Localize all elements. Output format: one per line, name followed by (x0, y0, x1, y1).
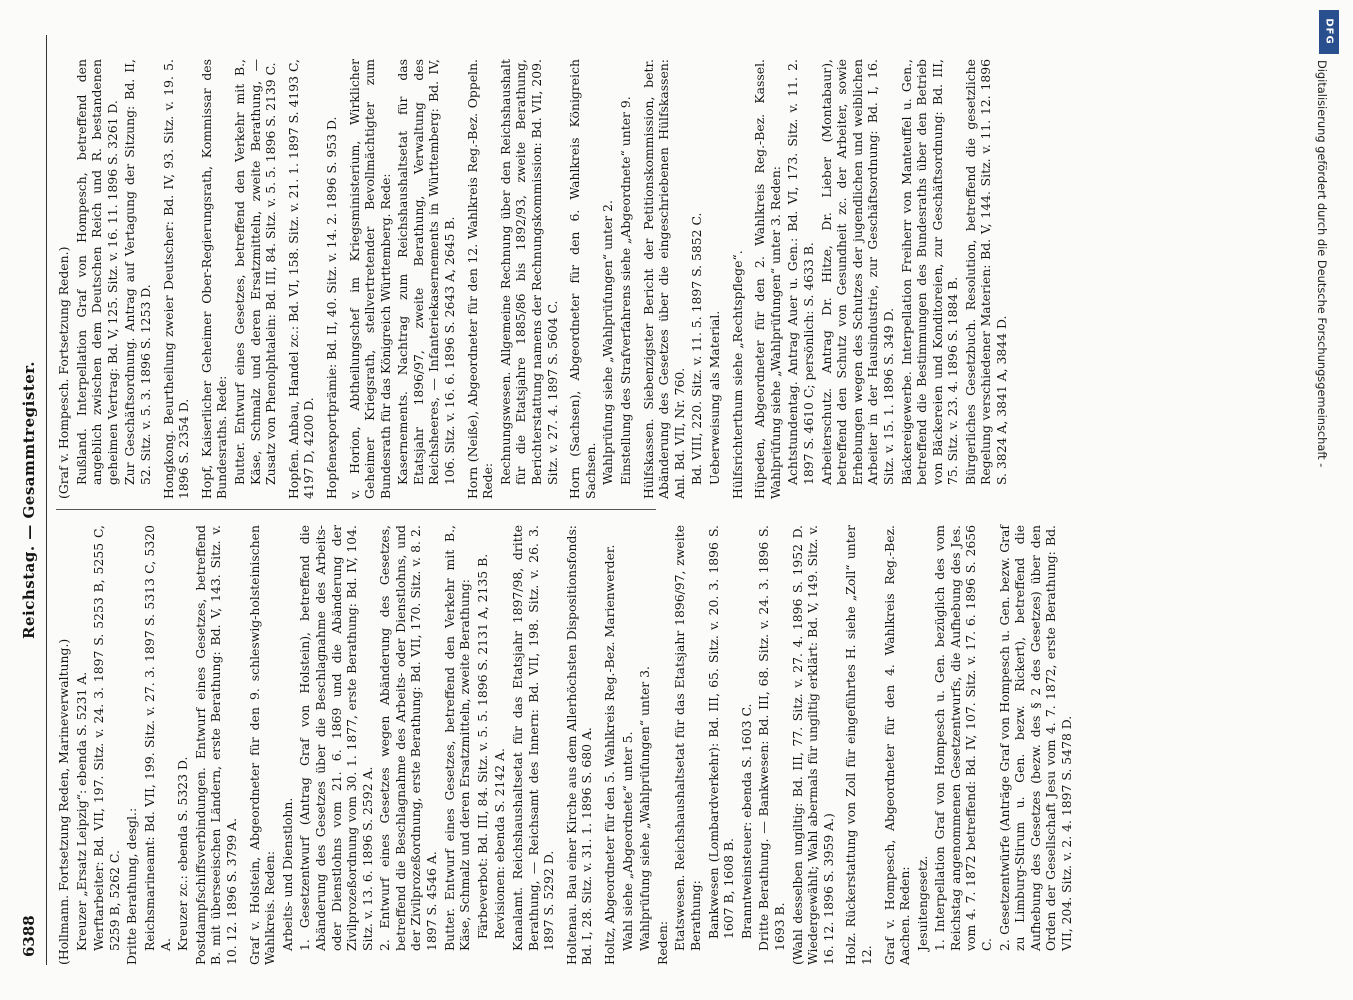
entry: 2. Entwurf eines Gesetzes wegen Abänderung des Gesetzes, betreffend die Beschlagnahme des Arbeits- oder Dienstlohns, und der Zivilprozeßordnung, erste Berathung: Bd. VII, 170. Sitz. v. 8. 2. 1897 S. 4546 A. (377, 525, 440, 951)
entry: Butter. Entwurf eines Gesetzes, betreffend den Verkehr mit B., Käse, Schmalz und deren Ersatzmitteln, zweite Berathung, — Zusatz von Phenolphtalein: Bd. III, 84. Sitz. v. 5. 5. 1896 S. 2139 C. (231, 59, 279, 485)
entry: Kreuzer zc.: ebenda S. 5323 D. (175, 756, 191, 951)
page-number: 6388 (20, 915, 38, 957)
entry: (Hollmann. Fortsetzung Reden, Marineverwaltung.) (56, 638, 71, 965)
left-column (56, 525, 1075, 965)
entry: Kanalamt. Reichshaushaltsetat für das Etatsjahr 1897/98, dritte Berathung, — Reichsamt des Innern: Bd. VII, 198. Sitz. v. 26. 3. 1897 S. 5292 D. (510, 525, 557, 951)
right-column (56, 59, 1010, 499)
header-rule (46, 35, 47, 965)
entry: Ueberweisung als Material. (706, 310, 722, 485)
entry: Holtz, Abgeordneter für den 5. Wahlkreis Reg.-Bez. Marienwerder. (602, 544, 617, 965)
entry: Butter. Entwurf eines Gesetzes, betreffend den Verkehr mit B., Käse, Schmalz und deren Ersatzmitteln, zweite Berathung: (441, 525, 473, 951)
entry: Bd. VIII, 220. Sitz. v. 11. 5. 1897 S. 5852 C. (689, 212, 705, 485)
page-title: Reichstag. — Gesammtregister. (20, 361, 38, 639)
entry: Reichsmarineamt: Bd. VII, 199. Sitz. v. 27. 3. 1897 S. 5313 C, 5320 A. (141, 525, 173, 951)
entry: Branntweinsteuer: ebenda S. 1603 C. (738, 703, 754, 939)
entry: Hüpeden, Abgeordneter für den 2. Wahlkreis Reg.-Bez. Kassel. Wahlprüfung siehe „Wahlprüfungen“ unter 3. Reden: (752, 59, 783, 499)
column-divider (56, 509, 656, 510)
entry: Wahl siehe „Abgeordnete“ unter 5. (619, 731, 635, 951)
entry: Bankwesen (Lombardverkehr): Bd. III, 65. Sitz. v. 20. 3. 1896 S. 1607 B, 1608 B. (705, 525, 737, 939)
entry: Holz. Rückerstattung von Zoll für eingeführtes H. siehe „Zoll“ unter 12. (843, 525, 874, 965)
entry: 1. Gesetzentwurf (Antrag Graf von Holstein), betreffend die Abänderung des Gesetzes über die Beschlagnahme des Arbeits- oder Dienstlohns vom 21. 6. 1869 und die Abänderung der Zivilprozeßordnung vom 30. 1. 1877, erste Berathung: Bd. IV, 104. Sitz. v. 13. 6. 1896 S. 2592 A. (297, 525, 375, 951)
entry: Postdampfschiffsverbindungen. Entwurf eines Gesetzes, betreffend B. mit überseeischen Ländern, erste Berathung: Bd. V, 143. Sitz. v. 10. 12. 1896 S. 3799 A. (192, 525, 239, 965)
entry: Horn (Neiße), Abgeordneter für den 12. Wahlkreis Reg.-Bez. Oppeln. Rede: (464, 59, 496, 499)
entry: Dritte Berathung. — Bankwesen: Bd. III, 68. Sitz. v. 24. 3. 1896 S. 1693 B. (756, 525, 787, 951)
entry: Achtstundentag. Antrag Auer u. Gen.: Bd. VI, 173. Sitz. v. 11. 2. 1897 S. 4610 C; persönlich: S. 4633 B. (785, 59, 816, 485)
running-header (16, 35, 44, 965)
entry: Bäckereigewerbe. Interpellation Freiherr von Manteuffel u. Gen., betreffend die Bestimmungen des Bundesraths über den Betrieb von Bäckereien und Konditoreien, zur Geschäftsordnung: Bd. III, 75. Sitz. v. 23. 4. 1896 S. 1884 B. (898, 59, 961, 485)
entry: Einstellung des Strafverfahrens siehe „Abgeordnete“ unter 9. (618, 96, 633, 485)
entry: Dritte Berathung, desgl.: (124, 807, 140, 965)
entry: Hopfenexportprämie: Bd. II, 40. Sitz. v. 14. 2. 1896 S. 953 D. (323, 116, 339, 499)
entry: (Graf v. Hompesch. Fortsetzung Reden.) (56, 246, 71, 499)
entry: Hongkong. Beurtheilung zweier Deutscher: Bd. IV, 93. Sitz. v. 19. 5. 1896 S. 2354 D. (160, 59, 192, 499)
dfg-margin-strip (1313, 6, 1343, 996)
entry: Zur Geschäftsordnung. Antrag auf Vertagung der Sitzung: Bd. II, 52. Sitz. v. 5. 3. 1896 S. 1253 D. (122, 59, 153, 485)
entry: Hopf, Kaiserlicher Geheimer Ober-Regierungsrath, Kommissar des Bundesraths. Rede: (198, 59, 230, 499)
entry: Reden: (654, 920, 670, 965)
entry: Kasernements. Nachtrag zum Reichshaushaltsetat für das Etatsjahr 1896/97, zweite Berathung, Verwaltung des Reichsheeres, — Infanteriekasernements in Württemberg: Bd. IV, 106. Sitz. v. 16. 6. 1896 S. 2643 A, 2645 B. (395, 59, 458, 485)
dfg-logo: DFG (1319, 10, 1339, 54)
entry: Etatswesen. Reichshaushaltsetat für das Etatsjahr 1896/97, zweite Berathung: (672, 525, 703, 951)
entry: 1. Interpellation Graf von Hompesch u. Gen. bezüglich des vom Reichstag angenommenen Gesetzentwurfs, die Aufhebung des Jes. vom 4. 7. 1872 betreffend: Bd. IV, 107. Sitz. v. 17. 6. 1896 S. 2656 C. (932, 525, 995, 951)
entry: 2. Gesetzentwürfe (Anträge Graf von Hompesch u. Gen. bezw. Graf zu Limburg-Stirum u. Gen. bezw. Rickert), betreffend die Aufhebung des Gesetzes (bezw. des § 2 des Gesetzes) über den Orden der Gesellschaft Jesu vom 4. 7. 1872, erste Berathung: Bd. VII, 204. Sitz. v. 2. 4. 1897 S. 5478 D. (996, 525, 1075, 951)
entry: Holtenau. Bau einer Kirche aus dem Allerhöchsten Dispositionsfonds: Bd. I, 28. Sitz. v. 31. 1. 1896 S. 680 A. (563, 525, 595, 965)
entry: Kreuzer „Ersatz Leipzig“: ebenda S. 5231 A. (73, 671, 89, 951)
rotated-document-page (16, 35, 1276, 965)
entry: (Wahl desselben ungiltig: Bd. III, 77. Sitz. v. 27. 4. 1896 S. 1952 D. Wiedergewählt; Wahl abermals für ungiltig erklärt: Bd. V, 149. Sitz. v. 16. 12. 1896 S. 3959 A.) (789, 525, 836, 965)
entry: Werftarbeiter: Bd. VII, 197. Sitz. v. 24. 3. 1897 S. 5253 B, 5255 C, 5259 B, 5262 C. (91, 525, 122, 951)
entry: Hülfskassen. Siebenzigster Bericht der Petitionskommission, betr. Abänderung des Gesetzes über die eingeschriebenen Hülfskassen: Anl. Bd. VII, Nr. 760. (640, 59, 687, 499)
entry: Graf v. Holstein, Abgeordneter für den 9. schleswig-holsteinischen Wahlkreis. Reden: (246, 525, 278, 965)
entry: Rechnungswesen. Allgemeine Rechnung über den Reichshaushalt für die Etatsjahre 1885/86 bis 1892/93, zweite Berathung, Berichterstattung namens der Rechnungskommission: Bd. VII, 209. Sitz. v. 27. 4. 1897 S. 5604 C. (497, 59, 560, 485)
entry: Färbeverbot: Bd. III, 84. Sitz. v. 5. 5. 1896 S. 2131 A, 2135 B. (474, 553, 490, 939)
entry: Bürgerliches Gesetzbuch. Resolution, betreffend die gesetzliche Regelung verschiedener Materien: Bd. V, 144. Sitz. v. 11. 12. 1896 S. 3824 A, 3841 A, 3844 D. (962, 59, 1010, 485)
entry: Hopfen. Anbau, Handel zc.: Bd. VI, 158. Sitz. v. 21. 1. 1897 S. 4193 C, 4197 D, 4200 D. (285, 59, 317, 499)
entry: v. Horion, Abtheilungschef im Kriegsministerium, Wirklicher Geheimer Kriegsrath, stellvertretender Bevollmächtigter zum Bundesrath für das Königreich Württemberg. Rede: (346, 59, 393, 499)
entry: Wahlprüfung siehe „Wahlprüfungen“ unter 3. (637, 666, 653, 951)
entry: Rußland. Interpellation Graf von Hompesch, betreffend den angeblich zwischen dem Deutschen Reich und R. bestandenen geheimen Vertrag: Bd. V, 125. Sitz. v. 16. 11. 1896 S. 3261 D. (73, 59, 120, 485)
entry: Horn (Sachsen), Abgeordneter für den 6. Wahlkreis Königreich Sachsen. (567, 59, 598, 499)
entry: Jesuitengesetz. (914, 855, 930, 951)
entry: Arbeiterschutz. Antrag Dr. Hitze, Dr. Lieber (Montabaur), betreffend den Schutz von Gesundheit zc. der Arbeiter, sowie Erhebungen wegen des Schutzes der jugendlichen und weiblichen Arbeiter in der Hausindustrie, zur Geschäftsordnung: Bd. I, 16. Sitz. v. 15. 1. 1896 S. 349 D. (818, 59, 896, 485)
entry: Graf v. Hompesch, Abgeordneter für den 4. Wahlkreis Reg.-Bez. Aachen. Reden: (881, 525, 913, 965)
entry: Hülfsrichterthum siehe „Rechtspflege“. (729, 250, 745, 499)
entry: Revisionen: ebenda S. 2142 A. (492, 748, 508, 939)
digitization-notice: Digitalisierung gefördert durch die Deutsche Forschungsgemeinschaft - (1315, 60, 1329, 468)
entry: Arbeits- und Dienstlohn. (279, 797, 295, 951)
entry: Wahlprüfung siehe „Wahlprüfungen“ unter 2. (600, 200, 616, 485)
